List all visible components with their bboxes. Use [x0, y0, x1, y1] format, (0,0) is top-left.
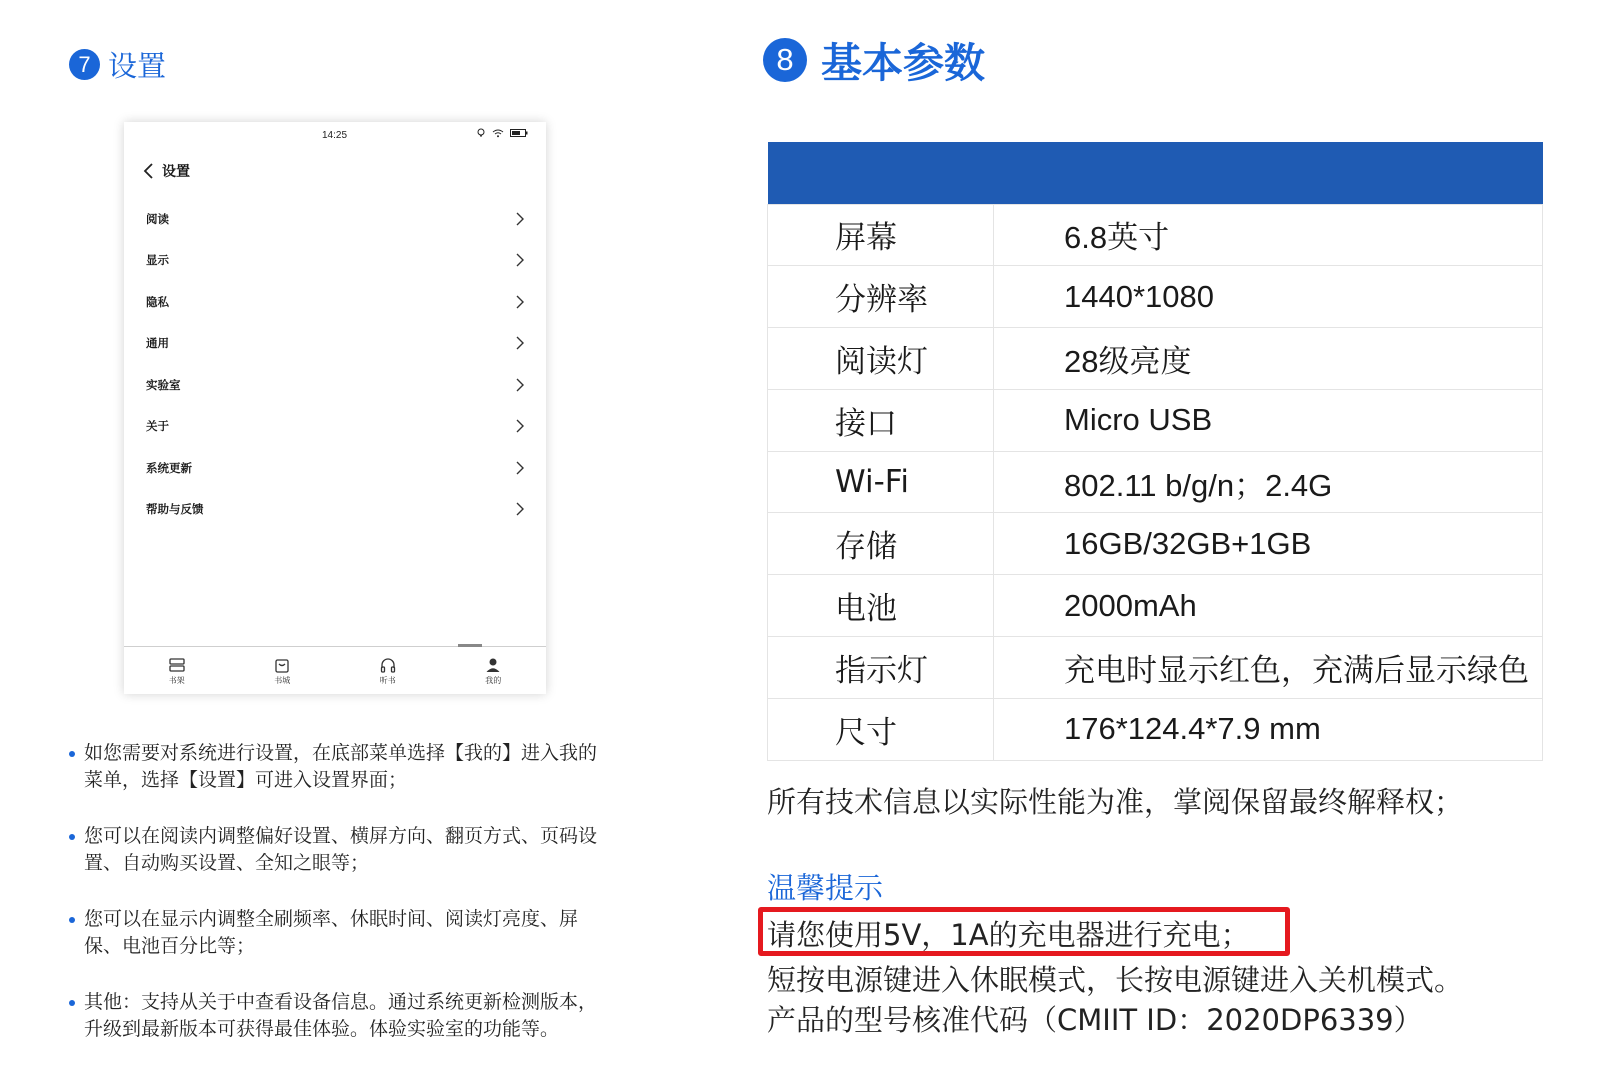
- spec-row: [768, 513, 1543, 575]
- spec-value: 1440*1080: [994, 266, 1543, 328]
- section-8-heading: [763, 30, 985, 89]
- chevron-right-icon: [514, 335, 526, 351]
- tab-bookshelf[interactable]: [124, 647, 230, 694]
- chevron-right-icon: [514, 252, 526, 268]
- settings-menu-item[interactable]: [146, 406, 526, 448]
- chevron-right-icon: [514, 294, 526, 310]
- power-key-tip: 短按电源键进入休眠模式，长按电源键进入关机模式。: [767, 963, 1464, 997]
- spec-value: 6.8英寸: [994, 204, 1543, 266]
- active-tab-indicator: [458, 644, 482, 647]
- spec-key: 存储: [768, 513, 994, 575]
- battery-icon: [510, 128, 528, 138]
- spec-row: [768, 575, 1543, 637]
- spec-row: [768, 451, 1543, 513]
- spec-table-header-bar: [768, 142, 1543, 204]
- cmiit-id-tip: 产品的型号核准代码（CMIIT ID：2020DP6339）: [767, 1003, 1423, 1037]
- spec-row: [768, 328, 1543, 390]
- user-icon: [484, 656, 502, 674]
- status-time: 14:25: [322, 130, 348, 141]
- tab-label: 书架: [168, 675, 185, 685]
- spec-row: [768, 266, 1543, 328]
- tab-bookstore[interactable]: [230, 647, 336, 694]
- spec-value: 802.11 b/g/n；2.4G: [994, 451, 1543, 513]
- bookshelf-icon: [168, 656, 186, 674]
- menu-item-label: 显示: [146, 253, 169, 268]
- settings-menu-item[interactable]: [146, 364, 526, 406]
- chevron-right-icon: [514, 377, 526, 393]
- tab-label: 书城: [274, 675, 291, 685]
- charger-tip: 请您使用5V，1A的充电器进行充电；: [767, 918, 1250, 952]
- chevron-right-icon: [514, 211, 526, 227]
- chevron-right-icon: [514, 460, 526, 476]
- tab-label: 我的: [485, 675, 502, 685]
- spec-key: 屏幕: [768, 204, 994, 266]
- settings-screen-mockup: [124, 122, 546, 694]
- settings-menu-item[interactable]: [146, 489, 526, 531]
- section-number-badge: 7: [69, 49, 100, 80]
- tab-label: 听书: [379, 675, 396, 685]
- settings-menu-item[interactable]: [146, 323, 526, 365]
- store-bag-icon: [273, 656, 291, 674]
- spec-key: 尺寸: [768, 698, 994, 760]
- spec-key: 阅读灯: [768, 328, 994, 390]
- tab-audiobook[interactable]: [335, 647, 441, 694]
- menu-item-label: 关于: [146, 419, 169, 434]
- back-arrow-icon[interactable]: [140, 161, 158, 181]
- spec-row: [768, 637, 1543, 699]
- menu-item-label: 帮助与反馈: [146, 502, 204, 517]
- settings-menu-item[interactable]: [146, 198, 526, 240]
- spec-value: Micro USB: [994, 389, 1543, 451]
- menu-item-label: 阅读: [146, 211, 169, 226]
- menu-item-label: 通用: [146, 336, 169, 351]
- spec-value: 176*124.4*7.9 mm: [994, 698, 1543, 760]
- section-title: 基本参数: [821, 39, 985, 87]
- section-7-heading: [69, 44, 166, 85]
- spec-row: [768, 389, 1543, 451]
- bullet-item: 您可以在显示内调整全刷频率、休眠时间、阅读灯亮度、屏保、电池百分比等；: [66, 906, 606, 960]
- chevron-right-icon: [514, 418, 526, 434]
- spec-value: 16GB/32GB+1GB: [994, 513, 1543, 575]
- tips-title: 温馨提示: [767, 871, 884, 905]
- spec-value: 2000mAh: [994, 575, 1543, 637]
- spec-table: [767, 142, 1543, 761]
- spec-key: 分辨率: [768, 266, 994, 328]
- wifi-icon: [492, 128, 504, 138]
- section-title: 设置: [108, 49, 167, 83]
- status-bar: [124, 128, 546, 144]
- bullet-item: 您可以在阅读内调整偏好设置、横屏方向、翻页方式、页码设置、自动购买设置、全知之眼等；: [66, 823, 606, 877]
- settings-menu-item[interactable]: [146, 281, 526, 323]
- bullet-item: 如您需要对系统进行设置，在底部菜单选择【我的】进入我的菜单，选择【设置】可进入设置界面；: [66, 740, 606, 794]
- settings-menu-item[interactable]: [146, 447, 526, 489]
- spec-row: [768, 204, 1543, 266]
- spec-value: 充电时显示红色，充满后显示绿色: [994, 637, 1543, 699]
- bottom-tab-bar: [124, 646, 546, 694]
- headphones-icon: [379, 656, 397, 674]
- settings-notes: [66, 740, 606, 1072]
- chevron-right-icon: [514, 501, 526, 517]
- settings-menu: [146, 198, 526, 530]
- light-bulb-icon: [476, 128, 486, 138]
- spec-value: 28级亮度: [994, 328, 1543, 390]
- spec-key: 接口: [768, 389, 994, 451]
- menu-item-label: 隐私: [146, 294, 169, 309]
- tab-mine[interactable]: [441, 647, 547, 694]
- menu-item-label: 实验室: [146, 377, 181, 392]
- menu-item-label: 系统更新: [146, 460, 192, 475]
- spec-key: Wi-Fi: [768, 451, 994, 513]
- settings-menu-item[interactable]: [146, 240, 526, 282]
- spec-row: [768, 698, 1543, 760]
- spec-key: 电池: [768, 575, 994, 637]
- disclaimer-note: 所有技术信息以实际性能为准，掌阅保留最终解释权；: [767, 785, 1464, 819]
- spec-table-header: [768, 142, 1543, 204]
- header-title: 设置: [162, 164, 190, 180]
- spec-key: 指示灯: [768, 637, 994, 699]
- bullet-item: 其他：支持从关于中查看设备信息。通过系统更新检测版本，升级到最新版本可获得最佳体验。体验实验室的功能等。: [66, 989, 606, 1043]
- settings-header: [140, 158, 190, 184]
- section-number-badge: 8: [763, 38, 807, 82]
- red-highlight-box: [758, 907, 1290, 956]
